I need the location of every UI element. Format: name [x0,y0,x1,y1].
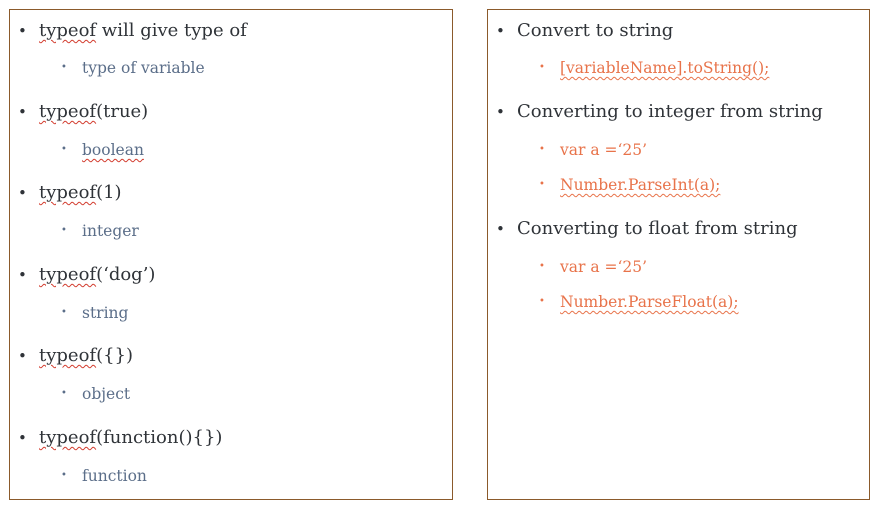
bullet-icon: • [61,470,67,481]
subitem-text: integer [82,222,139,240]
keyword-typeof: typeof [39,345,97,366]
subitem-text: string [82,304,129,322]
bullet-icon: • [18,347,27,365]
keyword-typeof: typeof [39,427,97,448]
code-text: var a =‘25’ [560,258,648,276]
bullet-icon: • [61,225,67,236]
item-text: will give type of [96,20,247,41]
bullet-icon: • [496,220,505,238]
item-text: ({}) [96,345,134,366]
code-text: Number.ParseInt(a); [560,176,721,194]
item-text: (true) [96,101,149,122]
bullet-icon: • [18,22,27,40]
bullet-icon: • [539,62,545,73]
bullet-icon: • [539,179,545,190]
heading-text: Converting to integer from string [517,101,823,122]
code-text: Number.ParseFloat(a); [560,293,739,311]
bullet-icon: • [61,144,67,155]
right-panel [487,9,870,500]
bullet-icon: • [61,388,67,399]
heading-text: Converting to float from string [517,218,798,239]
bullet-icon: • [539,144,545,155]
keyword-typeof: typeof [39,101,97,122]
subitem-text: object [82,385,131,403]
bullet-icon: • [61,307,67,318]
bullet-icon: • [496,22,505,40]
subitem-text: boolean [82,141,144,159]
bullet-icon: • [18,184,27,202]
bullet-icon: • [496,103,505,121]
code-text: var a =‘25’ [560,141,648,159]
item-text: (‘dog’) [96,264,156,285]
keyword-typeof: typeof [39,182,97,203]
bullet-icon: • [61,62,67,73]
bullet-icon: • [539,261,545,272]
bullet-icon: • [539,296,545,307]
heading-text: Convert to string [517,20,674,41]
keyword-typeof: typeof [39,20,97,41]
code-text: [variableName].toString(); [560,59,770,77]
subitem-text: function [82,467,147,485]
bullet-icon: • [18,266,27,284]
item-text: (function(){}) [96,427,223,448]
keyword-typeof: typeof [39,264,97,285]
bullet-icon: • [18,103,27,121]
subitem-text: type of variable [82,59,205,77]
bullet-icon: • [18,429,27,447]
item-text: (1) [96,182,122,203]
